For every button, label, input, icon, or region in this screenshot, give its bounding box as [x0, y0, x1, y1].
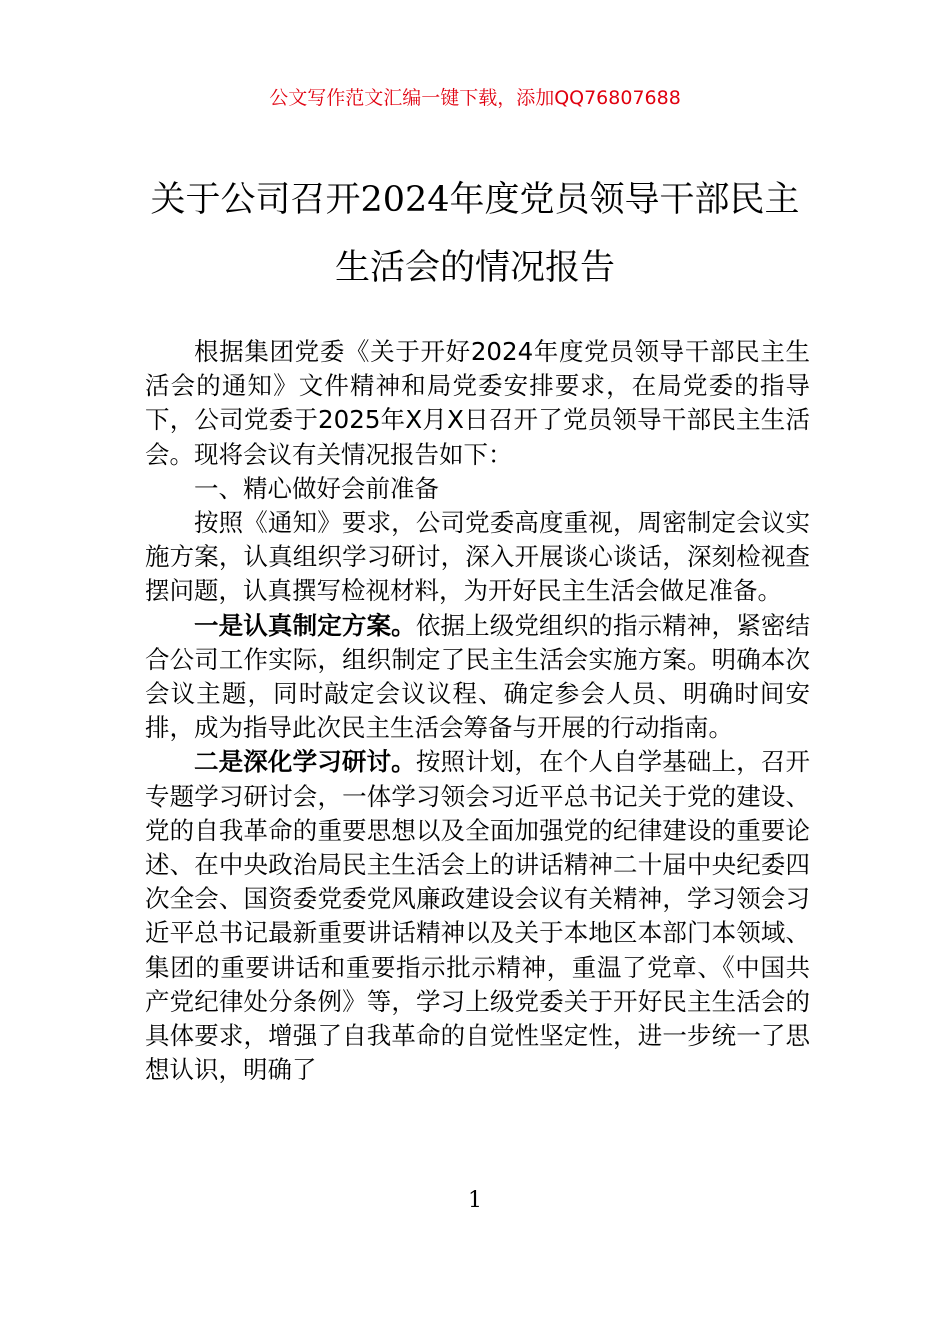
paragraph-text: 根据集团党委《关于开好2024年度党员领导干部民主生活会的通知》文件精神和局党委安排要求，在局党委的指导下，公司党委于2025年X月X日召开了党员领导干部民主生活会。现将会议有关情况报告如下： [145, 337, 810, 469]
paragraph-lead: 二是深化学习研讨。 [194, 747, 416, 777]
section-heading [145, 472, 810, 506]
paragraph-text: 按照《通知》要求，公司党委高度重视，周密制定会议实施方案，认真组织学习研讨，深入开展谈心谈话，深刻检视查摆问题，认真撰写检视材料，为开好民主生活会做足准备。 [145, 508, 810, 606]
paragraph-preparation [145, 506, 810, 609]
heading-text: 一、精心做好会前准备 [194, 473, 439, 503]
paragraph-plan [145, 609, 810, 746]
document-title: 关于公司召开2024年度党员领导干部民主生活会的情况报告 [150, 180, 800, 288]
download-banner: 公文写作范文汇编一键下载，添加QQ76807688 [269, 87, 681, 109]
document-body [145, 335, 810, 1087]
page-number: 1 [468, 1188, 482, 1213]
paragraph-intro [145, 335, 810, 472]
paragraph-study [145, 745, 810, 1087]
paragraph-text: 依据上级党组织的指示精神，紧密结合公司工作实际，组织制定了民主生活会实施方案。明确本次会议主题，同时敲定会议议程、确定参会人员、明确时间安排，成为指导此次民主生活会筹备与开展的行动指南。 [145, 610, 810, 743]
paragraph-lead: 一是认真制定方案。 [194, 610, 416, 640]
paragraph-text: 按照计划，在个人自学基础上，召开专题学习研讨会，一体学习领会习近平总书记关于党的建设、党的自我革命的重要思想以及全面加强党的纪律建设的重要论述、在中央政治局民主生活会上的讲话精神二十届中央纪委四次全会、国资委党委党风廉政建设会议有关精神，学习领会习近平总书记最新重要讲话精神以及关于本地区本部门本领域、集团的重要讲话和重要指示批示精神，重温了党章、《中国共产党纪律处分条例》等，学习上级党委关于开好民主生活会的具体要求，增强了自我革命的自觉性坚定性，进一步统一了思想认识，明确了 [145, 747, 810, 1085]
